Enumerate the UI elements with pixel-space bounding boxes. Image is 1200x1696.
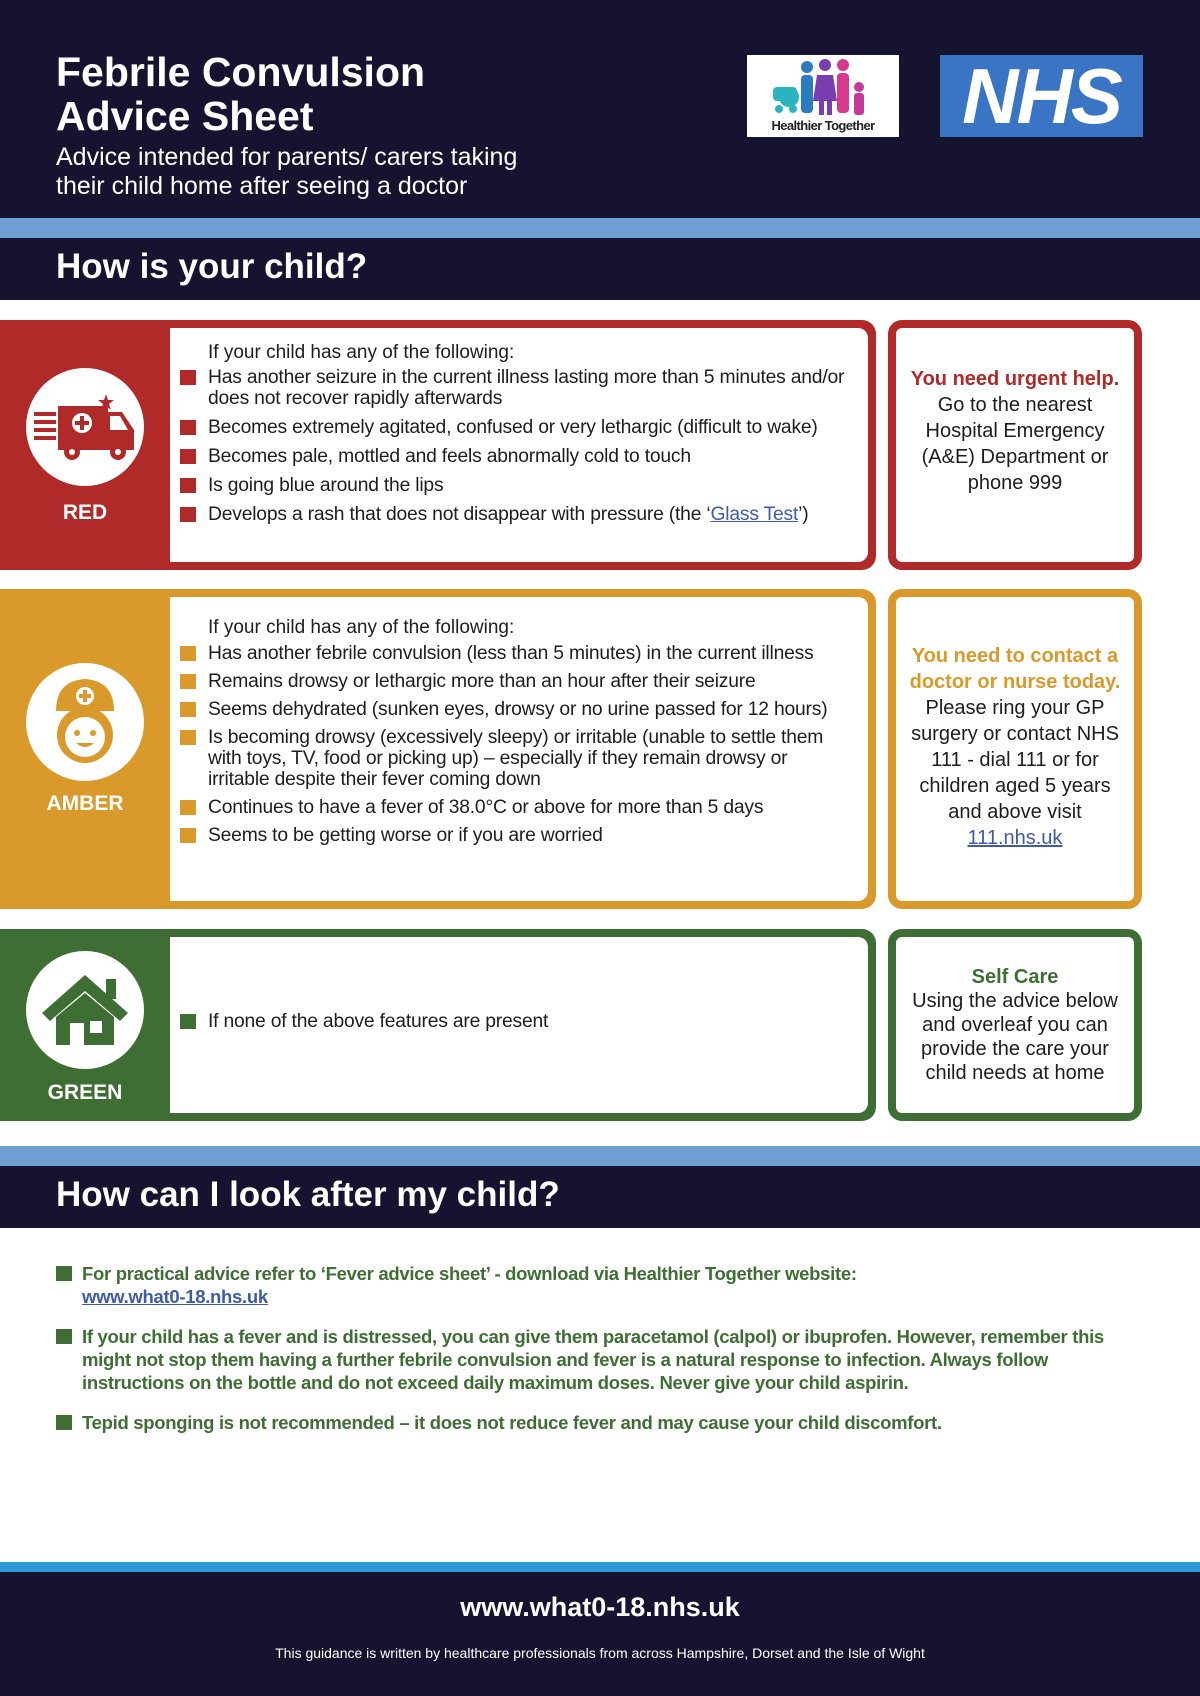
list-item-text: Becomes extremely agitated, confused or very lethargic (difficult to wake) [208, 417, 818, 438]
title-line-1: Febrile Convulsion [56, 49, 426, 95]
amber-icon-circle [26, 663, 144, 781]
list-item [56, 1411, 1136, 1434]
red-criteria-list [180, 367, 848, 525]
list-item-text: Is going blue around the lips [208, 475, 444, 496]
green-icon-circle [26, 951, 144, 1069]
footer-url[interactable]: www.what0-18.nhs.uk [460, 1592, 740, 1622]
bullet-square-icon [180, 370, 196, 385]
list-item-text: Has another febrile convulsion (less than 5 minutes) in the current illness [208, 643, 814, 664]
footer-note: This guidance is written by healthcare professionals from across Hampshire, Dorset and the Isle of Wight [275, 1645, 925, 1661]
green-action-content [902, 965, 1128, 1085]
list-item-text: Seems to be getting worse or if you are worried [208, 825, 603, 846]
amber-label: AMBER [46, 792, 124, 815]
section-heading-look-after-child: How can I look after my child? [56, 1175, 560, 1214]
bullet-square-icon [180, 646, 196, 661]
green-action-box [888, 929, 1142, 1121]
bullet-square-icon [56, 1329, 72, 1344]
list-item [180, 446, 848, 467]
list-item-text-suffix: ’) [798, 504, 809, 525]
nhs-logo: NHS [940, 55, 1143, 137]
red-lane [0, 320, 876, 570]
red-action-heading: You need urgent help. [910, 368, 1120, 390]
amber-lane [0, 589, 876, 909]
list-item-text: Remains drowsy or lethargic more than an hour after their seizure [208, 671, 756, 692]
list-item-text: Is becoming drowsy (excessively sleepy) or irritable (unable to settle them with toys, TV, food or picking up) – especially if they remain drowsy or irritable despite their fever coming down [208, 727, 824, 790]
amber-action-box [888, 589, 1142, 909]
bullet-square-icon [180, 674, 196, 689]
list-item [180, 417, 848, 438]
bullet-square-icon [180, 420, 196, 435]
list-item [56, 1325, 1136, 1394]
bullet-square-icon [56, 1266, 72, 1281]
bullet-square-icon [180, 1014, 196, 1029]
title-line-2: Advice Sheet [56, 93, 314, 139]
amber-criteria-panel [170, 597, 868, 901]
red-action-content [902, 366, 1128, 496]
list-item [180, 643, 848, 664]
footer-divider [0, 1562, 1200, 1572]
list-item [180, 671, 848, 692]
nurse-icon [26, 663, 144, 781]
bullet-square-icon [180, 730, 196, 745]
list-item [180, 367, 848, 409]
list-item-text: Has another seizure in the current illness lasting more than 5 minutes and/or does not recover rapidly afterwards [208, 367, 845, 409]
green-criteria-list [180, 1011, 848, 1032]
page-title [56, 50, 616, 138]
red-action-box [888, 320, 1142, 570]
green-action-text: Using the advice below and overleaf you can provide the care your child needs at home [912, 990, 1118, 1084]
list-item-text: Becomes pale, mottled and feels abnormally cold to touch [208, 446, 691, 467]
section-heading-bar [0, 238, 1200, 300]
red-action-text: Go to the nearest Hospital Emergency (A&E) Department or phone 999 [921, 394, 1109, 494]
amber-action-text: Please ring your GP surgery or contact NHS 111 - dial 111 or for children aged 5 years and above visit [911, 697, 1119, 823]
section-heading-bar [0, 1166, 1200, 1228]
divider-band [0, 218, 1200, 238]
green-label: GREEN [47, 1081, 123, 1104]
bullet-square-icon [180, 449, 196, 464]
care-advice-list [56, 1262, 1136, 1451]
list-item-text: Tepid sponging is not recommended – it does not reduce fever and may cause your child discomfort. [82, 1412, 942, 1433]
list-item-text: Develops a rash that does not disappear with pressure (the ‘ [208, 504, 711, 525]
nhs-111-link[interactable]: 111.nhs.uk [967, 827, 1063, 849]
list-item-text: Seems dehydrated (sunken eyes, drowsy or no urine passed for 12 hours) [208, 699, 828, 720]
bullet-square-icon [180, 702, 196, 717]
green-lane [0, 929, 876, 1121]
list-item-text: If none of the above features are present [208, 1011, 549, 1032]
bullet-square-icon [180, 828, 196, 843]
red-intro: If your child has any of the following: [208, 342, 515, 363]
red-icon-circle [26, 368, 144, 486]
red-criteria-panel [170, 328, 868, 562]
list-item-text: If your child has a fever and is distressed, you can give them paracetamol (calpol) or ibuprofen. However, remember this might not stop them having a further febrile convulsion and fever is a natural response to infection. Always follow instructions on the bottle and do not exceed daily maximum doses. Never give your child aspirin. [82, 1326, 1104, 1393]
amber-criteria-list [180, 643, 848, 846]
page-footer [0, 1572, 1200, 1696]
list-item-text: For practical advice refer to ‘Fever advice sheet’ - download via Healthier Together website: [82, 1263, 857, 1284]
list-item [180, 504, 848, 525]
list-item [180, 825, 848, 846]
healthier-together-link[interactable]: www.what0-18.nhs.uk [82, 1286, 268, 1307]
ambulance-icon [26, 368, 144, 486]
healthier-together-wordmark: Healthier Together [771, 118, 875, 133]
green-criteria-panel [170, 937, 868, 1113]
subtitle-line-1: Advice intended for parents/ carers taking [56, 143, 518, 171]
list-item [180, 797, 848, 818]
list-item [180, 727, 848, 790]
family-icon [747, 55, 899, 119]
glass-test-link[interactable]: Glass Test [710, 504, 799, 525]
section-heading-how-is-your-child: How is your child? [56, 247, 368, 286]
red-label: RED [62, 501, 108, 524]
subtitle-line-2: their child home after seeing a doctor [56, 172, 468, 200]
list-item [180, 475, 848, 496]
bullet-square-icon [180, 478, 196, 493]
list-item-text: Continues to have a fever of 38.0°C or above for more than 5 days [208, 797, 764, 818]
amber-intro: If your child has any of the following: [208, 617, 515, 638]
bullet-square-icon [56, 1415, 72, 1430]
list-item [180, 1011, 848, 1032]
green-action-heading: Self Care [971, 966, 1059, 988]
healthier-together-logo [747, 55, 899, 137]
amber-action-heading: You need to contact a doctor or nurse today. [909, 645, 1121, 693]
divider-band [0, 1146, 1200, 1166]
house-icon [26, 951, 144, 1069]
page-subtitle [56, 143, 656, 201]
bullet-square-icon [180, 800, 196, 815]
amber-action-content [902, 643, 1128, 851]
list-item [180, 699, 848, 720]
list-item [56, 1262, 1136, 1308]
bullet-square-icon [180, 507, 196, 522]
